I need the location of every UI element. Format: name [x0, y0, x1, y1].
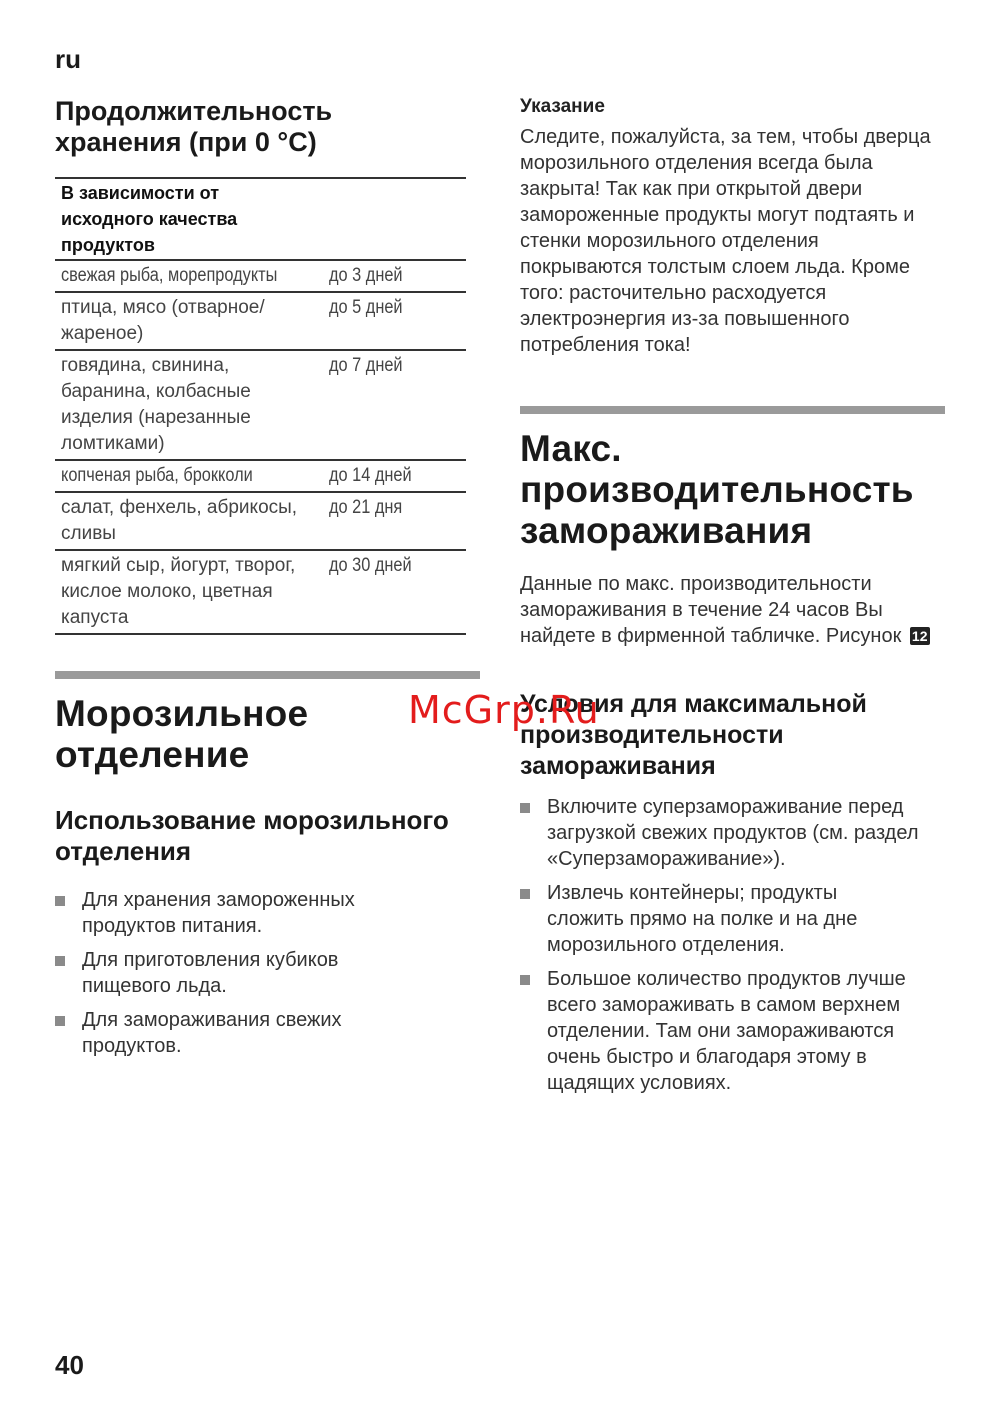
table-row	[55, 350, 466, 460]
table-row	[55, 260, 466, 292]
product-cell: мягкий сыр, йогурт, творог, кислое молоко, цветная капуста	[61, 555, 296, 628]
duration-cell: до 14 дней	[329, 465, 412, 486]
list-item: Для хранения замороженных продуктов питания.	[55, 887, 480, 939]
bullet-icon	[520, 975, 530, 985]
duration-cell: до 30 дней	[329, 555, 412, 576]
freezer-usage-heading: Использование морозильного отделения	[55, 805, 449, 866]
product-cell: птица, мясо (отварное/ жареное)	[61, 297, 265, 344]
list-item: Для приготовления кубиков пищевого льда.	[55, 947, 480, 999]
right-column	[520, 96, 945, 1104]
table-header-cell	[55, 178, 466, 260]
bullet-icon	[520, 889, 530, 899]
section-divider	[55, 671, 480, 679]
duration-cell: до 7 дней	[329, 355, 403, 376]
watermark: McGrp.Ru	[408, 688, 600, 732]
table-row	[55, 550, 466, 634]
page-number: 40	[55, 1350, 84, 1380]
note-text: Следите, пожалуйста, за тем, чтобы дверца морозильного отделения всегда была закрыта! Так как при открытой двери замороженные продукты могут подтаять и стенки морозильного отделения покрываются толстым слоем льда. Кроме того: расточительно расходуется электроэнергия из-за повышенного потребления тока!	[520, 126, 931, 356]
freezer-usage-list	[55, 887, 480, 1059]
language-code: ru	[55, 44, 81, 74]
max-freezing-conditions-heading: Условия для максимальной производительности замораживания	[520, 690, 867, 780]
table-row	[55, 492, 466, 550]
left-column	[55, 96, 480, 1067]
freezer-heading: Морозильное отделение	[55, 693, 309, 775]
max-freezing-heading: Макс. производительность замораживания	[520, 428, 914, 551]
note-title: Указание	[520, 96, 605, 117]
table-row	[55, 460, 466, 492]
figure-reference-badge: 12	[911, 628, 928, 644]
product-cell: салат, фенхель, абрикосы, сливы	[61, 497, 298, 544]
max-freezing-text: Данные по макс. производительности замораживания в течение 24 часов Вы найдете в фирменной табличке. Рисунок 12	[520, 573, 928, 647]
bullet-icon	[55, 1016, 65, 1026]
list-item: Для замораживания свежих продуктов.	[55, 1007, 480, 1059]
duration-cell: до 5 дней	[329, 297, 403, 318]
list-item: Извлечь контейнеры; продукты сложить прямо на полке и на дне морозильного отделения.	[520, 880, 945, 958]
max-freezing-conditions-list	[520, 794, 945, 1096]
table-row	[55, 292, 466, 350]
storage-duration-table	[55, 177, 466, 635]
product-cell: копченая рыба, брокколи	[61, 465, 253, 486]
duration-cell: до 3 дней	[329, 265, 403, 286]
product-cell: свежая рыба, морепродукты	[61, 265, 278, 286]
bullet-icon	[520, 803, 530, 813]
list-item: Большое количество продуктов лучше всего замораживать в самом верхнем отделении. Там они замораживаются очень быстро и благодаря этому в щадящих условиях.	[520, 966, 945, 1096]
product-cell: говядина, свинина, баранина, колбасные изделия (нарезанные ломтиками)	[61, 355, 251, 454]
bullet-icon	[55, 956, 65, 966]
section-divider	[520, 406, 945, 414]
table-header-text: В зависимости от исходного качества продуктов	[61, 183, 238, 255]
duration-cell: до 21 дня	[329, 497, 403, 518]
table-header-row	[55, 178, 466, 260]
list-item: Включите суперзамораживание перед загрузкой свежих продуктов (см. раздел «Суперзамораживание»).	[520, 794, 945, 872]
bullet-icon	[55, 896, 65, 906]
storage-duration-heading: Продолжительность хранения (при 0 °C)	[55, 96, 333, 157]
